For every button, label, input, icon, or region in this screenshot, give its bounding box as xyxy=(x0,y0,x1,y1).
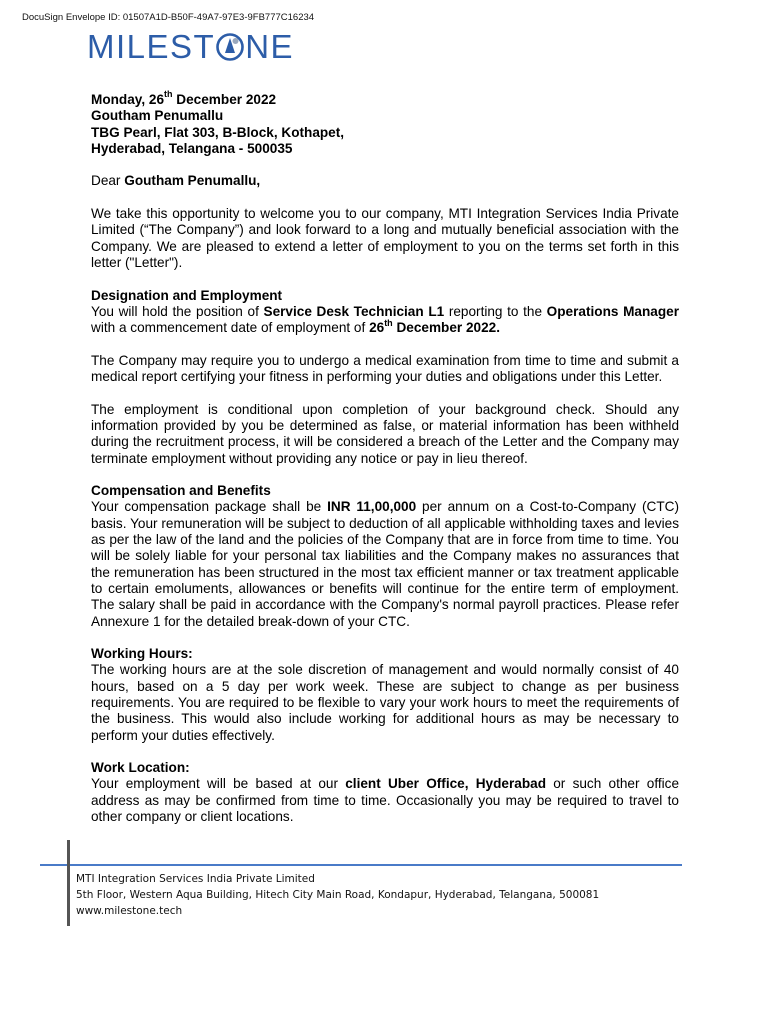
logo-text-end: NE xyxy=(245,28,295,65)
background-paragraph: The employment is conditional upon completion of your background check. Should any information provided by you be determined as false, or material information has been withheld during the recruitment process, it will be considered a breach of the Letter and the Company may terminate employment without providing any notice or pay in lieu thereof. xyxy=(91,401,679,466)
compensation-heading: Compensation and Benefits xyxy=(91,483,271,499)
docusign-envelope-id: DocuSign Envelope ID: 01507A1D-B50F-49A7-97E3-9FB777C16234 xyxy=(22,12,315,23)
globe-logo-icon xyxy=(216,33,244,61)
work-location-paragraph: Your employment will be based at our client Uber Office, Hyderabad or such other office address as may be confirmed from time to time. Occasionally you may be required to travel to other company or client locations. xyxy=(91,776,679,825)
medical-paragraph: The Company may require you to undergo a medical examination from time to time and submit a medical report certifying your fitness in performing your duties and obligations under this Letter. xyxy=(91,352,679,385)
footer-divider xyxy=(40,864,682,866)
working-hours-heading: Working Hours: xyxy=(91,646,193,662)
footer-accent-bar xyxy=(67,840,70,926)
designation-heading: Designation and Employment xyxy=(91,287,283,303)
intro-paragraph: We take this opportunity to welcome you to our company, MTI Integration Services India Private Limited (“The Company”) and look forward to a long and mutually beneficial association with the Company. We are pleased to extend a letter of employment to you on the terms set forth in this letter ("Letter"). xyxy=(91,206,679,270)
work-location-heading: Work Location: xyxy=(91,760,190,776)
footer xyxy=(76,871,599,919)
footer-company: MTI Integration Services India Private Limited xyxy=(76,873,315,885)
recipient-address-line1: TBG Pearl, Flat 303, B-Block, Kothapet, xyxy=(91,124,345,140)
compensation-paragraph: Your compensation package shall be INR 11,00,000 per annum on a Cost-to-Company (CTC) basis. Your remuneration will be subject to deduction of all applicable withholding taxes and levies as per the law of the land and the policies of the Company that are in force from time to time. You will be solely liable for your personal tax liabilities and the Company makes no assurances that the remuneration has been structured in the most tax efficient manner or tax treatment applicable to certain emoluments, allowances or benefits will continue for the entire term of employment. The salary shall be paid in accordance with the Company's normal payroll practices. Please refer Annexure 1 for the detailed break-down of your CTC. xyxy=(91,499,679,629)
footer-website[interactable]: www.milestone.tech xyxy=(76,905,183,917)
footer-address: 5th Floor, Western Aqua Building, Hitech City Main Road, Kondapur, Hyderabad, Telangana, 500081 xyxy=(76,889,600,901)
designation-paragraph: You will hold the position of Service Desk Technician L1 reporting to the Operations Manager with a commencement date of employment of 26th December 2022. xyxy=(91,303,679,336)
letter-body xyxy=(91,89,679,825)
milestone-logo xyxy=(87,27,294,67)
working-hours-paragraph: The working hours are at the sole discretion of management and would normally consist of 40 hours, based on a 5 day per work week. These are subject to change as per business requirements. You are required to be flexible to vary your work hours to meet the requirements of the business. This would also include working for additional hours as may be necessary to perform your duties effectively. xyxy=(91,662,679,743)
salutation: Dear Goutham Penumallu, xyxy=(91,173,261,189)
recipient-name: Goutham Penumallu xyxy=(91,108,224,124)
logo-text-start: MILEST xyxy=(87,28,216,65)
recipient-address-line2: Hyderabad, Telangana - 500035 xyxy=(91,140,293,156)
letter-date: Monday, 26th December 2022 xyxy=(91,89,277,107)
